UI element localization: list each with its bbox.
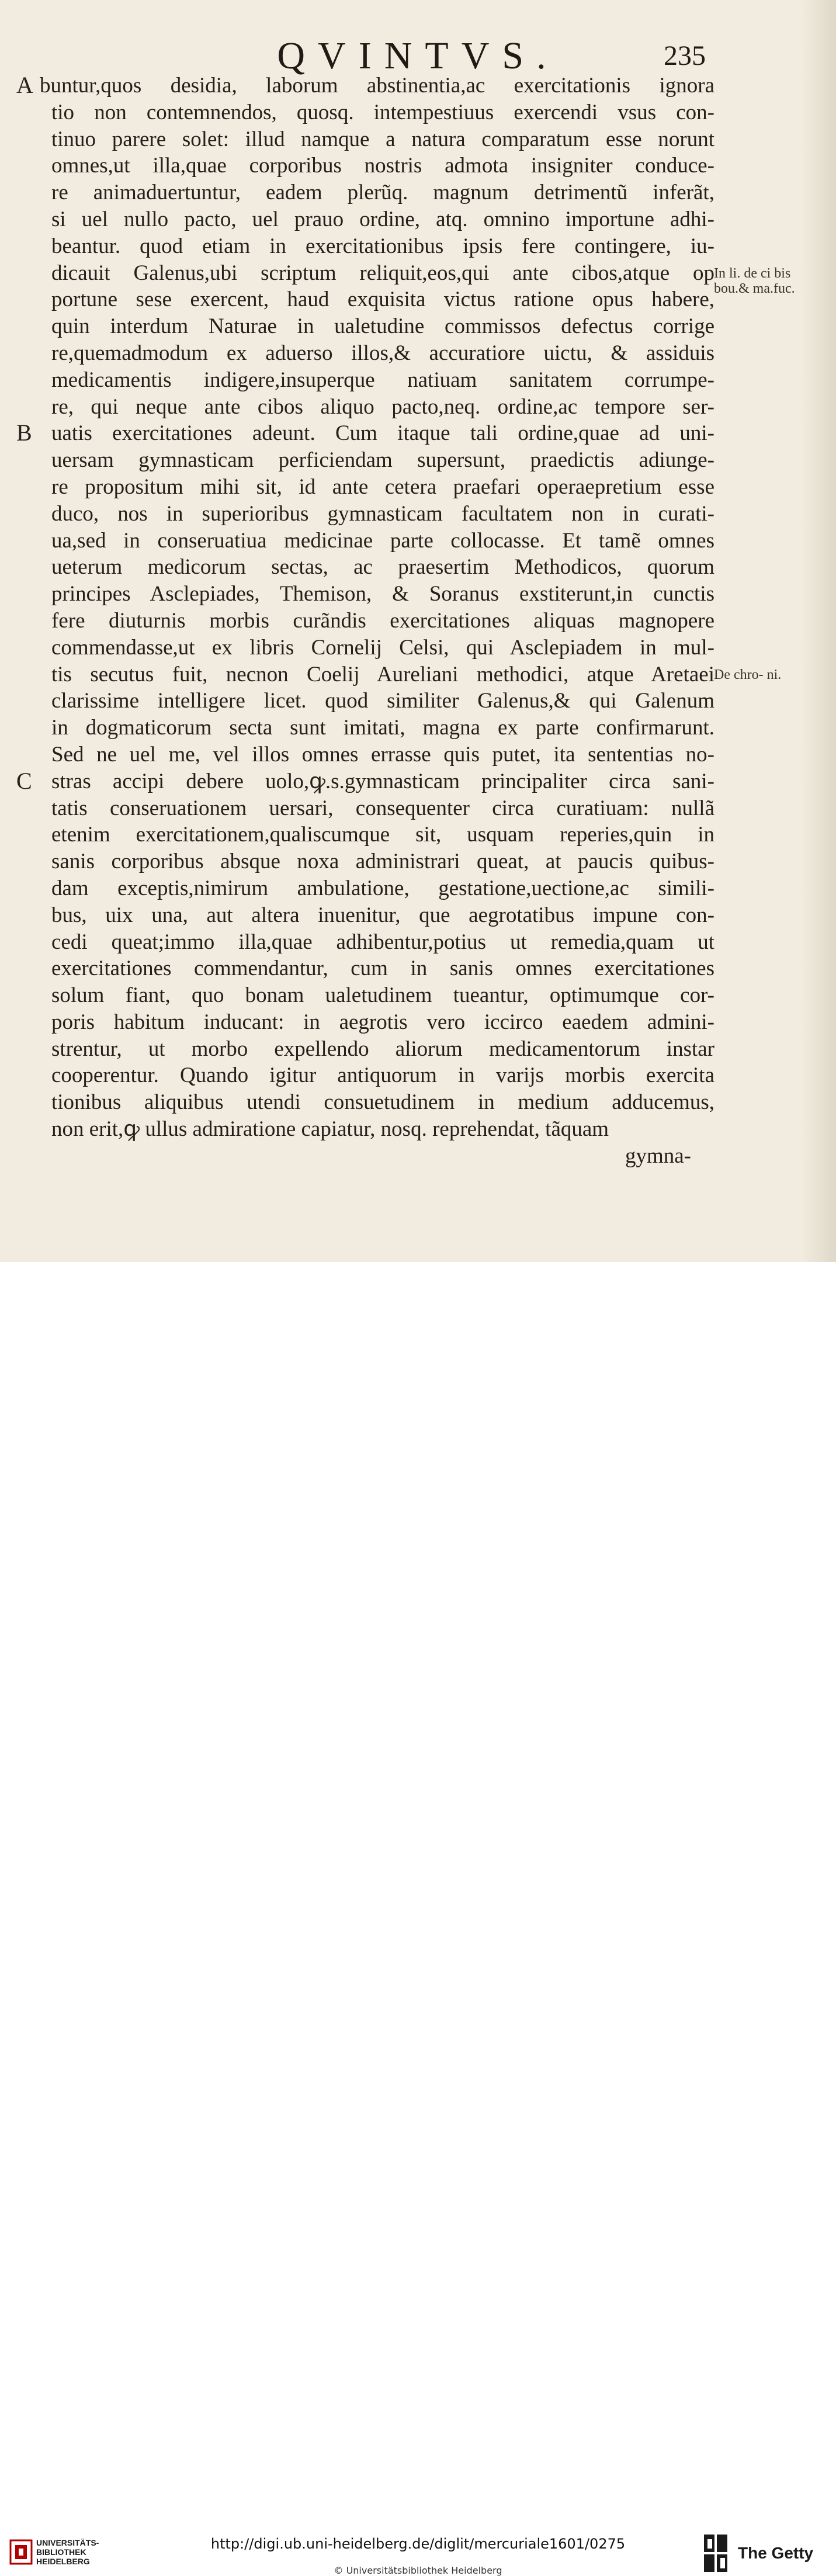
text-line: re, qui neque ante cibos aliquo pacto,neq. ordine,ac tempore ser-	[51, 394, 714, 419]
text-line: tionibus aliquibus utendi consuetudinem in medium adducemus,	[51, 1090, 714, 1115]
partner-name: The Getty	[738, 2544, 814, 2562]
text-line: dicauit Galenus,ubi scriptum reliquit,eos,qui ante cibos,atque op	[51, 261, 714, 285]
catchword: gymna-	[625, 1143, 691, 1168]
text-line: duco, nos in superioribus gymnasticam facultatem non in curati-	[51, 501, 714, 526]
running-title: QVINTVS.	[277, 34, 559, 77]
text-line: cooperentur. Quando igitur antiquorum in varijs morbis exercita	[51, 1063, 714, 1088]
text-line: commendasse,ut ex libris Cornelij Celsi, qui Asclepiadem in mul-	[51, 635, 714, 660]
text-line: etenim exercitationem,qualiscumque sit, usquam reperies,quin in	[51, 823, 714, 847]
text-line: ua,sed in conseruatiua medicinae parte collocasse. Et tamẽ omnes	[51, 528, 714, 553]
text-line: portune sese exercent, haud exquisita victus ratione opus habere,	[51, 287, 714, 312]
page-url[interactable]: http://digi.ub.uni-heidelberg.de/diglit/mercuriale1601/0275	[210, 2536, 626, 2552]
text-line: fere diuturnis morbis curãndis exercitationes aliquas magnopere	[51, 608, 714, 633]
text-line: cedi queat;immo illa,quae adhibentur,potius ut remedia,quam ut	[51, 930, 714, 954]
text-line: re,quemadmodum ex aduerso illos,& accuratiore uictu, & assiduis	[51, 341, 714, 365]
section-letter: A	[16, 72, 33, 98]
section-letter: C	[16, 767, 32, 794]
text-line: uersam gymnasticam perficiendam supersunt, praedictis adiunge-	[51, 448, 714, 473]
text-line: medicamentis indigere,insuperque natiuam sanitatem corrumpe-	[51, 367, 714, 392]
text-line: in dogmaticorum secta sunt imitati, magna ex parte confirmarunt.	[51, 716, 714, 740]
text-line: exercitationes commendantur, cum in sanis omnes exercitationes	[51, 956, 714, 981]
text-line: poris habitum inducant: in aegrotis vero iccirco eaedem admini-	[51, 1010, 714, 1034]
text-line: si uel nullo pacto, uel prauo ordine, atq. omnino importune adhi-	[51, 207, 714, 231]
text-line: re propositum mihi sit, id ante cetera praefari operaepretium esse	[51, 474, 714, 499]
text-line: sanis corporibus absque noxa administrari queat, at paucis quibus-	[51, 850, 714, 874]
text-line: tio non contemnendos, quosq. intempestiuus exercendi vsus con-	[51, 100, 714, 124]
text-line: dam exceptis,nimirum ambulatione, gestatione,uectione,ac simili-	[51, 876, 714, 900]
book-page	[0, 0, 836, 1262]
text-line: clarissime intelligere licet. quod similiter Galenus,& qui Galenum	[51, 689, 714, 713]
text-line: quin interdum Naturae in ualetudine commissos defectus corrige	[51, 314, 714, 339]
margin-note: In li. de ci bis bou.& ma.fuc.	[714, 265, 795, 296]
text-line: strentur, ut morbo expellendo aliorum medicamentorum instar	[51, 1036, 714, 1061]
text-line: stras accipi debere uolo,ꝙ.s.gymnasticam principaliter circa sani-	[51, 769, 714, 793]
text-line: re animaduertuntur, eadem plerũq. magnum detrimentũ inferãt,	[51, 181, 714, 205]
text-line: non erit,ꝙ ullus admiratione capiatur, nosq. reprehendat, tãquam	[51, 1117, 609, 1142]
text-line: omnes,ut illa,quae corporibus nostris admota insigniter conduce-	[51, 154, 714, 178]
text-line: Sed ne uel me, vel illos omnes errasse quis putet, ita sententias no-	[51, 742, 714, 767]
text-line: solum fiant, quo bonam ualetudinem tueantur, optimumque cor-	[51, 983, 714, 1008]
margin-note: De chro- ni.	[714, 667, 782, 682]
copyright-notice: © Universitätsbibliothek Heidelberg	[334, 2565, 502, 2576]
text-line: tatis conseruationem uersari, consequenter circa curatiuam: nullã	[51, 796, 714, 820]
text-line: buntur,quos desidia, laborum abstinentia,ac exercitationis ignora	[40, 74, 714, 98]
text-line: uatis exercitationes adeunt. Cum itaque tali ordine,quae ad uni-	[51, 421, 714, 446]
text-line: bus, uix una, aut altera inuenitur, que aegrotatibus impune con-	[51, 903, 714, 927]
viewer-footer	[0, 1262, 836, 2576]
text-line: beantur. quod etiam in exercitationibus ipsis fere contingere, iu-	[51, 234, 714, 258]
text-line: principes Asclepiades, Themison, & Soranus exstiterunt,in cunctis	[51, 582, 714, 606]
text-line: ueterum medicorum sectas, ac praesertim Methodicos, quorum	[51, 555, 714, 580]
body-text	[40, 72, 714, 1170]
page-number: 235	[664, 40, 706, 71]
section-letter: B	[16, 419, 32, 446]
text-line: tinuo parere solet: illud namque a natura comparatum esse norunt	[51, 127, 714, 151]
text-line: tis secutus fuit, necnon Coelij Aureliani methodici, atque Aretaei	[51, 662, 714, 687]
getty-logo-icon[interactable]	[703, 2533, 729, 2574]
library-name: UNIVERSITÄTS- BIBLIOTHEK HEIDELBERG	[36, 2538, 99, 2566]
